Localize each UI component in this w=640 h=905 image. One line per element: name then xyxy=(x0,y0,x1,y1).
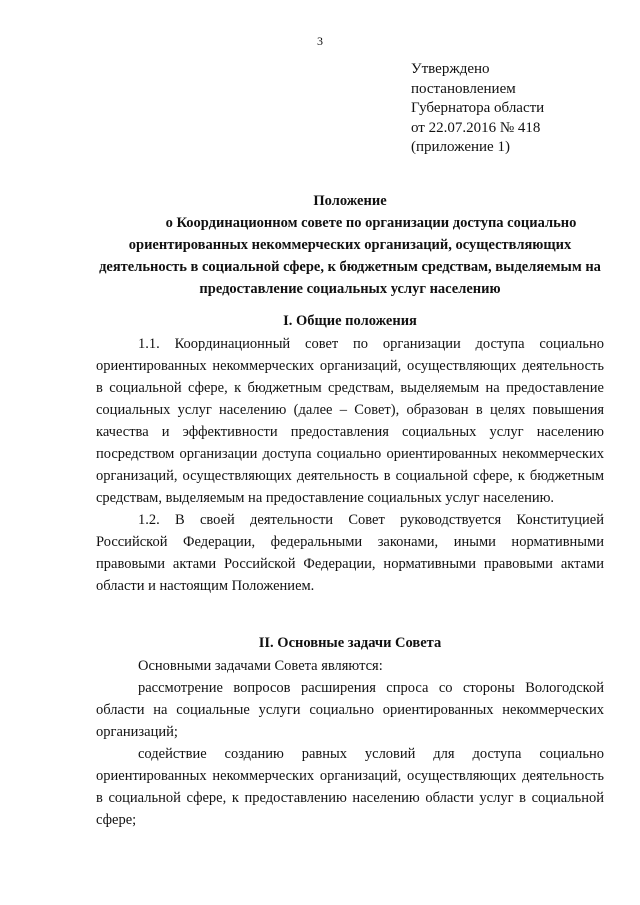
approval-line: (приложение 1) xyxy=(411,139,510,155)
approval-line: Губернатора области xyxy=(411,100,545,116)
paragraph: 1.1. Координационный совет по организации доступа социально ориентированных некоммерческих организаций, осуществляющих деятельность в социальной сфере, к бюджетным средствам, выделяемым на предоставление социальных услуг населению (далее – Совет), образован в целях повышения качества и эффективности предоставления социальных услуг населению посредством организации доступа социально ориентированных некоммерческих организаций, осуществляющих деятельность в социальной сфере, к бюджетным средствам, выделяемым на предоставление социальных услуг населению. xyxy=(96,336,604,506)
approval-line: от 22.07.2016 № 418 xyxy=(411,119,541,136)
section-body xyxy=(96,655,604,831)
section-heading: II. Основные задачи Совета xyxy=(258,635,442,651)
page-number: 3 xyxy=(317,34,323,48)
section-heading: I. Общие положения xyxy=(283,313,417,329)
section-body xyxy=(96,333,604,597)
paragraph: рассмотрение вопросов расширения спроса со стороны Вологодской области на социальные услуги социально ориентированных некоммерческих организаций; xyxy=(96,680,604,740)
paragraph: содействие созданию равных условий для доступа социально ориентированных некоммерческих организаций, осуществляющих деятельность в социальной сфере, к предоставлению населению области услуг в социальной сфере; xyxy=(96,746,604,828)
approval-stamp xyxy=(411,60,544,158)
paragraph: Основными задачами Совета являются: xyxy=(138,658,383,674)
approval-line: постановлением xyxy=(411,80,516,97)
title-subtitle: о Координационном совете по организации доступа социально ориентированных некоммерческих организаций, осуществляющих деятельность в социальной сфере, к бюджетным средствам, выделяемым на предоставление социальных услуг населению xyxy=(99,215,601,297)
approval-line: Утверждено xyxy=(411,61,490,77)
paragraph: 1.2. В своей деятельности Совет руководствуется Конституцией Российской Федерации, федеральными законами, иными нормативными правовыми актами Российской Федерации, нормативными правовыми актами области и настоящим Положением. xyxy=(96,512,604,594)
document-title xyxy=(95,190,605,300)
title-heading: Положение xyxy=(313,193,387,209)
